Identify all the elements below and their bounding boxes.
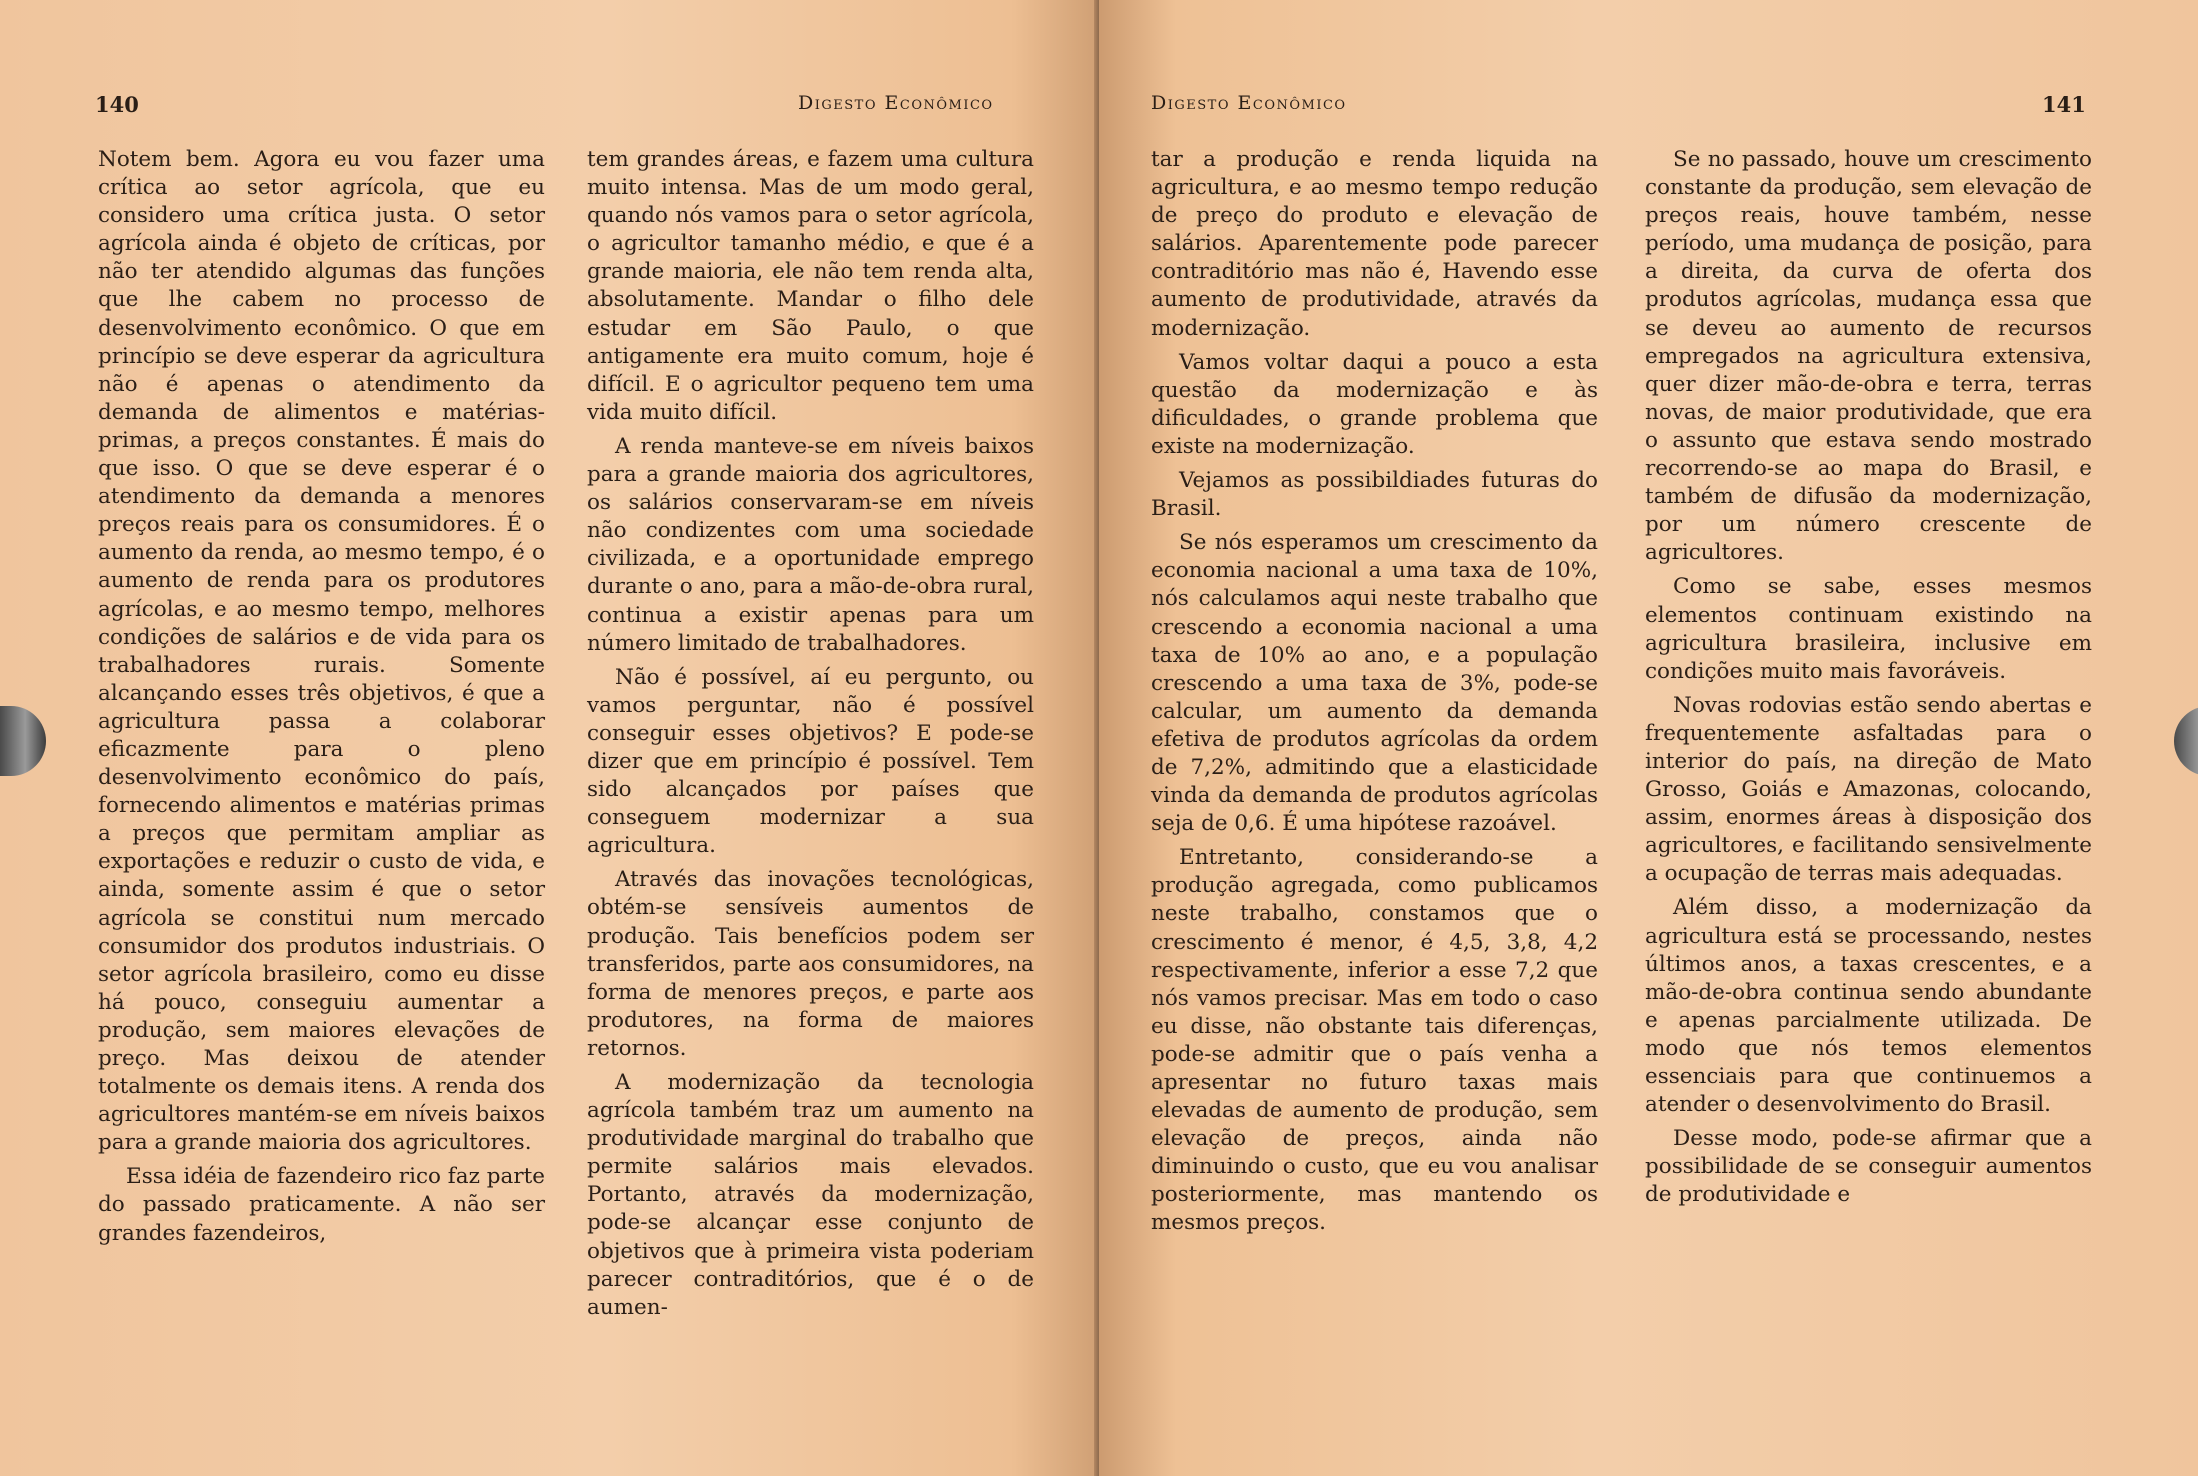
paragraph: Notem bem. Agora eu vou fazer uma crítica ao setor agrícola, que eu considero uma crítica justa. O setor agrícola ainda é objeto de críticas, por não ter atendido algumas das funções que lhe cabem no processo de desenvolvimento econômico. O que em princípio se deve esperar da agricultura não é apenas o atendimento da demanda de alimentos e matérias-primas, a preços constantes. É mais do que isso. O que se deve esperar é o atendimento da demanda a menores preços reais para os consumidores. É o aumento da renda, ao mesmo tempo, é o aumento de renda para os produtores agrícolas, e ao mesmo tempo, melhores condições de salários e de vida para os trabalhadores rurais. Somente alcançando esses três objetivos, é que a agricultura passa a colaborar eficazmente para o pleno desenvolvimento econômico do país, fornecendo alimentos e matérias primas a preços que permitam ampliar as exportações e reduzir o custo de vida, e ainda, somente assim é que o setor agrícola se constitui num mercado consumidor dos produtos industriais. O setor agrícola brasileiro, como eu disse há pouco, conseguiu aumentar a produção, sem maiores elevações de preço. Mas deixou de atender totalmente os demais itens. A renda dos agricultores mantém-se em níveis baixos para a grande maioria dos agricultores. bbox=[98, 147, 545, 1156]
right-page-column-1 bbox=[1151, 146, 1598, 1244]
paragraph: A modernização da tecnologia agrícola também traz um aumento na produtividade marginal do trabalho que permite salários mais elevados. Portanto, através da modernização, pode-se alcançar esse conjunto de objetivos que à primeira vista poderiam parecer contraditórios, que é o de aumen- bbox=[587, 1070, 1034, 1320]
paragraph: Novas rodovias estão sendo abertas e frequentemente asfaltadas para o interior do país, na direção de Mato Grosso, Goiás e Amazonas, colocando, assim, enormes áreas à disposição dos agricultores, e facilitando sensivelmente a ocupação de terras mais adequadas. bbox=[1645, 692, 2092, 887]
page-number: 141 bbox=[2042, 92, 2086, 117]
paragraph: tem grandes áreas, e fazem uma cultura muito intensa. Mas de um modo geral, quando nós vamos para o setor agrícola, o agricultor tamanho médio, e que é a grande maioria, ele não tem renda alta, absolutamente. Mandar o filho dele estudar em São Paulo, o que antigamente era muito comum, hoje é difícil. E o agricultor pequeno tem uma vida muito difícil. bbox=[587, 147, 1034, 425]
right-page-column-2 bbox=[1645, 146, 2092, 1215]
paragraph: Se no passado, houve um crescimento constante da produção, sem elevação de preços reais, houve também, nesse período, uma mudança de posição, para a direita, da curva de oferta dos produtos agrícolas, mudança essa que se deveu ao aumento de recursos empregados na agricultura extensiva, quer dizer mão-de-obra e terra, terras novas, de maior produtividade, que era o assunto que estava sendo mostrado recorrendo-se ao mapa do Brasil, e também de difusão da modernização, por um número crescente de agricultores. bbox=[1645, 147, 2092, 566]
paragraph: Como se sabe, esses mesmos elementos continuam existindo na agricultura brasileira, inclusive em condições muito mais favoráveis. bbox=[1645, 574, 2092, 684]
paragraph: A renda manteve-se em níveis baixos para a grande maioria dos agricultores, os salários conservaram-se em níveis não condizentes com uma sociedade civilizada, e a oportunidade emprego durante o ano, para a mão-de-obra rural, continua a existir apenas para um número limitado de trabalhadores. bbox=[587, 433, 1034, 656]
paragraph: Essa idéia de fazendeiro rico faz parte do passado praticamente. A não ser grandes fazendeiros, bbox=[98, 1164, 545, 1246]
paragraph: Desse modo, pode-se afirmar que a possibilidade de se conseguir aumentos de produtividade e bbox=[1645, 1126, 2092, 1208]
paragraph: Não é possível, aí eu pergunto, ou vamos perguntar, não é possível conseguir esses objetivos? E pode-se dizer que em princípio é possível. Tem sido alcançados por países que conseguem modernizar a sua agricultura. bbox=[587, 664, 1034, 859]
paragraph: Através das inovações tecnológicas, obtém-se sensíveis aumentos de produção. Tais benefícios podem ser transferidos, parte aos consumidores, na forma de menores preços, e parte aos produtores, na forma de maiores retornos. bbox=[587, 867, 1034, 1061]
running-head: Digesto Econômico bbox=[798, 92, 994, 114]
binder-clip bbox=[2174, 706, 2198, 776]
right-page bbox=[1099, 0, 2198, 1476]
paragraph: Entretanto, considerando-se a produção agregada, como publicamos neste trabalho, constamos que o crescimento é menor, é 4,5, 3,8, 4,2 respectivamente, inferior a esse 7,2 que nós vamos precisar. Mas em todo o caso eu disse, não obstante tais diferenças, pode-se admitir que o país venha a apresentar no futuro taxas mais elevadas de aumento de produção, sem elevação de preços, ainda não diminuindo o custo, que eu vou analisar posteriormente, mas mantendo os mesmos preços. bbox=[1151, 845, 1598, 1236]
paragraph: Se nós esperamos um crescimento da economia nacional a uma taxa de 10%, nós calculamos aqui neste trabalho que crescendo a economia nacional a uma taxa de 10% ao ano, e a população crescendo a uma taxa de 3%, pode-se calcular, um aumento da demanda efetiva de produtos agrícolas da ordem de 7,2%, admitindo que a elasticidade vinda da demanda de produtos agrícolas seja de 0,6. É uma hipótese razoável. bbox=[1151, 530, 1598, 837]
binder-clip bbox=[0, 706, 46, 776]
paragraph: Vejamos as possibildiades futuras do Brasil. bbox=[1151, 468, 1598, 522]
left-page-column-2 bbox=[587, 146, 1034, 1328]
left-page-column-1 bbox=[98, 146, 545, 1254]
running-head: Digesto Econômico bbox=[1151, 92, 1347, 114]
paragraph: Vamos voltar daqui a pouco a esta questão da modernização e às dificuldades, o grande problema que existe na modernização. bbox=[1151, 349, 1598, 459]
page-number: 140 bbox=[95, 92, 139, 117]
paragraph: Além disso, a modernização da agricultura está se processando, nestes últimos anos, a taxas crescentes, e a mão-de-obra continua sendo abundante e apenas parcialmente utilizada. De modo que nós temos elementos essenciais para que continuemos a atender o desenvolvimento do Brasil. bbox=[1645, 895, 2092, 1118]
paragraph: tar a produção e renda liquida na agricultura, e ao mesmo tempo redução de preço do produto e elevação de salários. Aparentemente pode parecer contraditório mas não é, Havendo esse aumento de produtividade, através da modernização. bbox=[1151, 147, 1598, 341]
